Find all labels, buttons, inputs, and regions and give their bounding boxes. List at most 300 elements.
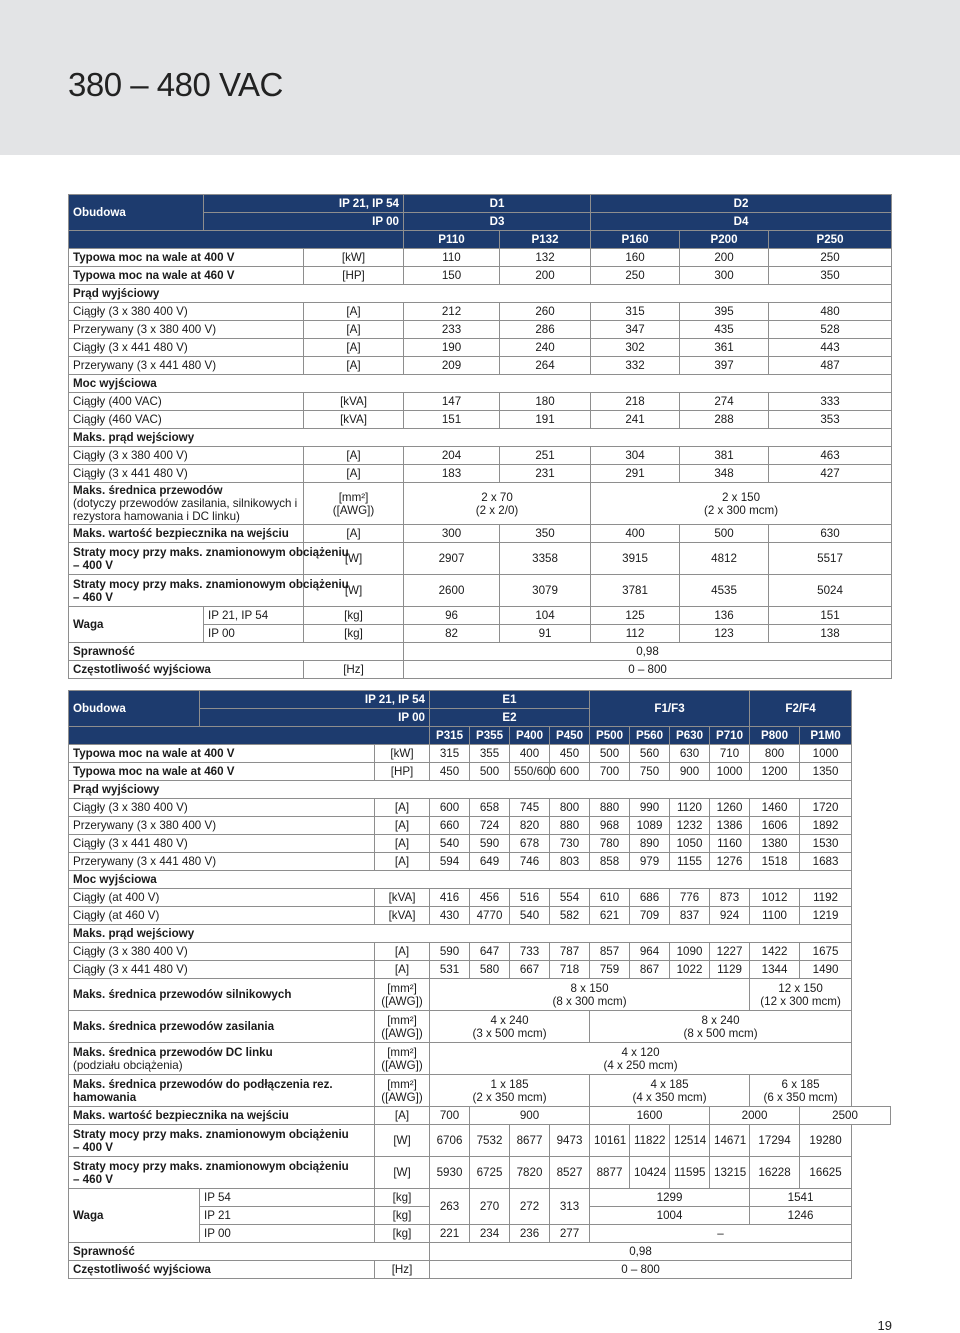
section-heading: Moc wyjściowa	[69, 871, 852, 889]
row-value: 590	[430, 943, 470, 961]
row-value: 395	[680, 303, 769, 321]
row-value: 540	[510, 907, 550, 925]
model-header: P560	[630, 727, 670, 745]
table-row	[69, 267, 892, 285]
dc-cable-label: Maks. średnica przewodów DC linku (podziału obciążenia)	[69, 1043, 375, 1075]
table-row	[69, 1107, 891, 1125]
row-value: 837	[670, 907, 710, 925]
row-value: 315	[591, 303, 680, 321]
row-unit: [kVA]	[304, 393, 404, 411]
row-value: 1683	[800, 853, 852, 871]
motor-cable-f24: 12 x 150 (12 x 300 mcm)	[750, 979, 852, 1011]
row-value: 250	[769, 249, 892, 267]
row-value: 800	[750, 745, 800, 763]
row-value: 1422	[750, 943, 800, 961]
row-value: 750	[630, 763, 670, 781]
row-value: 1260	[710, 799, 750, 817]
weight-value: 1246	[750, 1207, 852, 1225]
row-value: 1276	[710, 853, 750, 871]
row-value: 233	[404, 321, 500, 339]
row-value: 500	[680, 525, 769, 543]
row-value: 700	[590, 763, 630, 781]
row-value: 8877	[590, 1157, 630, 1189]
fuse-unit: [A]	[375, 1107, 430, 1125]
section-heading: Maks. prąd wejściowy	[69, 925, 852, 943]
row-value: 435	[680, 321, 769, 339]
weight-value: 1004	[590, 1207, 750, 1225]
brake-cable-label: Maks. średnica przewodów do podłączenia rez. hamowania	[69, 1075, 375, 1107]
section-heading: Prąd wyjściowy	[69, 781, 852, 799]
row-value: 17294	[750, 1125, 800, 1157]
row-label: Maks. wartość bezpiecznika na wejściu	[69, 525, 304, 543]
row-value: 10161	[590, 1125, 630, 1157]
row-unit: [A]	[304, 525, 404, 543]
row-value: 400	[510, 745, 550, 763]
dc-cable-all: 4 x 120 (4 x 250 mcm)	[430, 1043, 852, 1075]
row-value: 288	[680, 411, 769, 429]
row-value: 218	[591, 393, 680, 411]
weight-ip21: IP 21	[200, 1207, 375, 1225]
frequency-label: Częstotliwość wyjściowa	[69, 661, 304, 679]
row-value: 528	[769, 321, 892, 339]
row-value: 132	[500, 249, 591, 267]
row-unit: [A]	[304, 447, 404, 465]
e2-header: E2	[430, 709, 590, 727]
weight-value: 263	[430, 1189, 470, 1225]
row-value: 1000	[710, 763, 750, 781]
row-value: 647	[470, 943, 510, 961]
model-header: P710	[710, 727, 750, 745]
weight-ip00: IP 00	[204, 625, 304, 643]
row-value: 1000	[800, 745, 852, 763]
f1f3-header: F1/F3	[590, 691, 750, 727]
row-value: 251	[500, 447, 591, 465]
row-value: 1100	[750, 907, 800, 925]
table-row	[69, 321, 892, 339]
efficiency-value: 0,98	[404, 643, 892, 661]
row-value: 1192	[800, 889, 852, 907]
row-value: 1344	[750, 961, 800, 979]
weight-value: 91	[500, 625, 591, 643]
weight-value: 96	[404, 607, 500, 625]
row-unit: [A]	[375, 817, 430, 835]
row-value: 14671	[710, 1125, 750, 1157]
row-value: 890	[630, 835, 670, 853]
row-value: 304	[591, 447, 680, 465]
table-row	[69, 1043, 891, 1075]
row-unit: [kVA]	[375, 907, 430, 925]
table-row	[69, 907, 891, 925]
fuse-value: 700	[430, 1107, 470, 1125]
table-row	[69, 607, 892, 625]
table-row	[69, 1157, 891, 1189]
row-label: Ciągły (460 VAC)	[69, 411, 304, 429]
row-value: 710	[710, 745, 750, 763]
row-label: Przerywany (3 x 441 480 V)	[69, 853, 375, 871]
row-unit: [kW]	[304, 249, 404, 267]
table-row	[69, 357, 892, 375]
table-row	[69, 799, 891, 817]
brake-cable-e: 1 x 185 (2 x 350 mcm)	[430, 1075, 590, 1107]
table-row	[69, 943, 891, 961]
row-label: Ciągły (3 x 441 480 V)	[69, 465, 304, 483]
row-label: Ciągły (3 x 380 400 V)	[69, 303, 304, 321]
row-value: 350	[769, 267, 892, 285]
row-unit: [A]	[304, 465, 404, 483]
row-value: 397	[680, 357, 769, 375]
row-unit: [A]	[375, 835, 430, 853]
row-unit: [A]	[304, 357, 404, 375]
cable-unit: [mm²] ([AWG])	[375, 1075, 430, 1107]
row-value: 13215	[710, 1157, 750, 1189]
row-label: Typowa moc na wale at 460 V	[69, 763, 375, 781]
weight-value: 123	[680, 625, 769, 643]
row-value: 678	[510, 835, 550, 853]
model-header: P450	[550, 727, 590, 745]
weight-label: Waga	[69, 1189, 200, 1243]
row-value: 1120	[670, 799, 710, 817]
row-label: Ciągły (at 460 V)	[69, 907, 375, 925]
row-value: 1232	[670, 817, 710, 835]
table-row	[69, 575, 892, 607]
table-row	[69, 303, 892, 321]
row-value: 443	[769, 339, 892, 357]
section-heading: Prąd wyjściowy	[69, 285, 892, 303]
row-unit: [kVA]	[304, 411, 404, 429]
row-label: Przerywany (3 x 380 400 V)	[69, 817, 375, 835]
weight-unit: [kg]	[304, 607, 404, 625]
row-value: 858	[590, 853, 630, 871]
row-unit: [HP]	[304, 267, 404, 285]
model-header: P500	[590, 727, 630, 745]
table-row	[69, 525, 892, 543]
table-row	[69, 465, 892, 483]
row-value: 240	[500, 339, 591, 357]
row-value: 667	[510, 961, 550, 979]
row-value: 286	[500, 321, 591, 339]
row-label: Ciągły (3 x 380 400 V)	[69, 447, 304, 465]
fuse-value: 900	[470, 1107, 590, 1125]
weight-value: 277	[550, 1225, 590, 1243]
spec-table-e-f-frames	[68, 690, 891, 1279]
row-value: 630	[670, 745, 710, 763]
row-value: 151	[404, 411, 500, 429]
weight-unit: [kg]	[375, 1189, 430, 1207]
row-value: 1050	[670, 835, 710, 853]
row-unit: [W]	[304, 543, 404, 575]
row-label: Ciągły (3 x 441 480 V)	[69, 961, 375, 979]
row-value: 200	[680, 249, 769, 267]
row-value: 1129	[710, 961, 750, 979]
row-value: 1530	[800, 835, 852, 853]
row-value: 400	[591, 525, 680, 543]
row-value: 7820	[510, 1157, 550, 1189]
row-value: 787	[550, 943, 590, 961]
row-value: 291	[591, 465, 680, 483]
table-row	[69, 979, 891, 1011]
weight-value: 138	[769, 625, 892, 643]
d4-header: D4	[591, 213, 892, 231]
row-value: 900	[670, 763, 710, 781]
row-value: 381	[680, 447, 769, 465]
row-value: 1160	[710, 835, 750, 853]
row-value: 416	[430, 889, 470, 907]
brake-cable-f24: 6 x 185 (6 x 350 mcm)	[750, 1075, 852, 1107]
row-value: 11595	[670, 1157, 710, 1189]
weight-ip54: IP 54	[200, 1189, 375, 1207]
table-row	[69, 1189, 891, 1207]
row-value: 658	[470, 799, 510, 817]
row-value: 964	[630, 943, 670, 961]
row-label: Typowa moc na wale at 400 V	[69, 249, 304, 267]
row-value: 5517	[769, 543, 892, 575]
efficiency-label: Sprawność	[69, 1243, 430, 1261]
row-value: 580	[470, 961, 510, 979]
row-value: 554	[550, 889, 590, 907]
row-value: 1606	[750, 817, 800, 835]
e1-header: E1	[430, 691, 590, 709]
row-value: 1892	[800, 817, 852, 835]
row-value: 1219	[800, 907, 852, 925]
motor-cable-label: Maks. średnica przewodów silnikowych	[69, 979, 375, 1011]
row-value: 7532	[470, 1125, 510, 1157]
row-value: 1460	[750, 799, 800, 817]
row-value: 582	[550, 907, 590, 925]
model-header: P630	[670, 727, 710, 745]
row-value: 190	[404, 339, 500, 357]
row-value: 200	[500, 267, 591, 285]
row-value: 19280	[800, 1125, 852, 1157]
cable-unit: [mm²] ([AWG])	[375, 979, 430, 1011]
row-value: 924	[710, 907, 750, 925]
model-header-blank	[69, 727, 430, 745]
model-header: P110	[404, 231, 500, 249]
row-unit: [A]	[375, 943, 430, 961]
fuse-label: Maks. wartość bezpiecznika na wejściu	[69, 1107, 375, 1125]
weight-label: Waga	[69, 607, 204, 643]
row-value: 450	[430, 763, 470, 781]
row-value: 480	[769, 303, 892, 321]
row-value: 347	[591, 321, 680, 339]
row-unit: [A]	[375, 961, 430, 979]
row-value: 1380	[750, 835, 800, 853]
row-value: 660	[430, 817, 470, 835]
model-header: P400	[510, 727, 550, 745]
row-value: 1518	[750, 853, 800, 871]
row-value: 231	[500, 465, 591, 483]
row-value: 600	[550, 763, 590, 781]
table-row	[69, 1243, 891, 1261]
row-value: 204	[404, 447, 500, 465]
d3-header: D3	[404, 213, 591, 231]
row-label: Przerywany (3 x 380 400 V)	[69, 321, 304, 339]
row-value: 560	[630, 745, 670, 763]
ip00-header: IP 00	[200, 709, 430, 727]
row-value: 733	[510, 943, 550, 961]
mains-cable-f: 8 x 240 (8 x 500 mcm)	[590, 1011, 852, 1043]
row-value: 11822	[630, 1125, 670, 1157]
model-header: P800	[750, 727, 800, 745]
weight-value: 151	[769, 607, 892, 625]
model-header: P355	[470, 727, 510, 745]
table-row	[69, 661, 892, 679]
row-value: 1200	[750, 763, 800, 781]
row-unit: [A]	[304, 321, 404, 339]
fuse-value: 1600	[590, 1107, 710, 1125]
row-value: 610	[590, 889, 630, 907]
row-value: 1090	[670, 943, 710, 961]
row-value: 630	[769, 525, 892, 543]
row-value: 1350	[800, 763, 852, 781]
row-value: 4812	[680, 543, 769, 575]
frequency-unit: [Hz]	[304, 661, 404, 679]
row-value: 8677	[510, 1125, 550, 1157]
model-header-blank	[69, 231, 404, 249]
row-label: Ciągły (3 x 380 400 V)	[69, 943, 375, 961]
row-label: Ciągły (400 VAC)	[69, 393, 304, 411]
row-value: 600	[430, 799, 470, 817]
row-value: 2600	[404, 575, 500, 607]
row-value: 250	[591, 267, 680, 285]
table-row	[69, 447, 892, 465]
row-value: 160	[591, 249, 680, 267]
row-value: 274	[680, 393, 769, 411]
section-heading: Maks. prąd wejściowy	[69, 429, 892, 447]
row-value: 6725	[470, 1157, 510, 1189]
mains-cable-label: Maks. średnica przewodów zasilania	[69, 1011, 375, 1043]
row-label: Ciągły (3 x 441 480 V)	[69, 835, 375, 853]
row-value: 241	[591, 411, 680, 429]
cable-unit: [mm²] ([AWG])	[375, 1043, 430, 1075]
weight-value: 236	[510, 1225, 550, 1243]
model-header: P132	[500, 231, 591, 249]
frequency-value: 0 – 800	[430, 1261, 852, 1279]
row-value: 350	[500, 525, 591, 543]
row-label: Straty mocy przy maks. znamionowym obciążeniu – 460 V	[69, 575, 304, 607]
table-row	[69, 339, 892, 357]
row-value: 209	[404, 357, 500, 375]
row-value: 300	[680, 267, 769, 285]
row-value: 8527	[550, 1157, 590, 1189]
cable-unit: [mm²] ([AWG])	[375, 1011, 430, 1043]
table-row	[69, 1125, 891, 1157]
weight-value: 125	[591, 607, 680, 625]
spec-table-d-frames	[68, 194, 892, 679]
row-value: 487	[769, 357, 892, 375]
row-label: Straty mocy przy maks. znamionowym obciążeniu – 400 V	[69, 1125, 375, 1157]
row-value: 4535	[680, 575, 769, 607]
row-value: 540	[430, 835, 470, 853]
row-value: 302	[591, 339, 680, 357]
table-row	[69, 817, 891, 835]
row-value: 3079	[500, 575, 591, 607]
row-value: 12514	[670, 1125, 710, 1157]
weight-ip21: IP 21, IP 54	[204, 607, 304, 625]
row-value: 1089	[630, 817, 670, 835]
row-value: 16625	[800, 1157, 852, 1189]
row-value: 990	[630, 799, 670, 817]
fuse-value: 2500	[800, 1107, 891, 1125]
row-value: 147	[404, 393, 500, 411]
row-unit: [A]	[375, 853, 430, 871]
row-value: 300	[404, 525, 500, 543]
ip21-header: IP 21, IP 54	[200, 691, 430, 709]
table-row	[69, 543, 892, 575]
fuse-value: 2000	[710, 1107, 800, 1125]
table-row	[69, 745, 891, 763]
table-row	[69, 393, 892, 411]
d1-header: D1	[404, 195, 591, 213]
row-value: 531	[430, 961, 470, 979]
weight-unit: [kg]	[375, 1207, 430, 1225]
weight-value: 270	[470, 1189, 510, 1225]
row-value: 709	[630, 907, 670, 925]
row-value: 686	[630, 889, 670, 907]
row-value: 968	[590, 817, 630, 835]
row-value: 212	[404, 303, 500, 321]
row-value: 9473	[550, 1125, 590, 1157]
table-row	[69, 411, 892, 429]
row-value: 1675	[800, 943, 852, 961]
page-title: 380 – 480 VAC	[68, 66, 283, 103]
table-row	[69, 835, 891, 853]
row-value: 16228	[750, 1157, 800, 1189]
row-value: 880	[550, 817, 590, 835]
row-value: 621	[590, 907, 630, 925]
row-label: Przerywany (3 x 441 480 V)	[69, 357, 304, 375]
weight-ip00: IP 00	[200, 1225, 375, 1243]
row-value: 979	[630, 853, 670, 871]
row-value: 264	[500, 357, 591, 375]
row-label: Typowa moc na wale at 460 V	[69, 267, 304, 285]
row-value: 590	[470, 835, 510, 853]
row-value: 820	[510, 817, 550, 835]
row-value: 430	[430, 907, 470, 925]
row-value: 745	[510, 799, 550, 817]
row-value: 718	[550, 961, 590, 979]
row-value: 180	[500, 393, 591, 411]
row-value: 880	[590, 799, 630, 817]
row-value: 759	[590, 961, 630, 979]
row-unit: [kW]	[375, 745, 430, 763]
row-value: 500	[590, 745, 630, 763]
row-value: 1490	[800, 961, 852, 979]
row-value: 800	[550, 799, 590, 817]
table-row	[69, 889, 891, 907]
weight-value: 272	[510, 1189, 550, 1225]
row-value: 649	[470, 853, 510, 871]
row-value: 463	[769, 447, 892, 465]
motor-cable-ef: 8 x 150 (8 x 300 mcm)	[430, 979, 750, 1011]
enclosure-header: Obudowa	[69, 691, 200, 727]
row-value: 427	[769, 465, 892, 483]
row-value: 1720	[800, 799, 852, 817]
row-value: 1012	[750, 889, 800, 907]
weight-value: 234	[470, 1225, 510, 1243]
row-value: 724	[470, 817, 510, 835]
mains-cable-e: 4 x 240 (3 x 500 mcm)	[430, 1011, 590, 1043]
row-value: 353	[769, 411, 892, 429]
table-row	[69, 853, 891, 871]
row-value: 6706	[430, 1125, 470, 1157]
row-unit: [A]	[304, 303, 404, 321]
row-value: 5024	[769, 575, 892, 607]
weight-value: 136	[680, 607, 769, 625]
row-unit: [A]	[304, 339, 404, 357]
row-value: 857	[590, 943, 630, 961]
weight-value: 104	[500, 607, 591, 625]
row-label: Straty mocy przy maks. znamionowym obciążeniu – 460 V	[69, 1157, 375, 1189]
